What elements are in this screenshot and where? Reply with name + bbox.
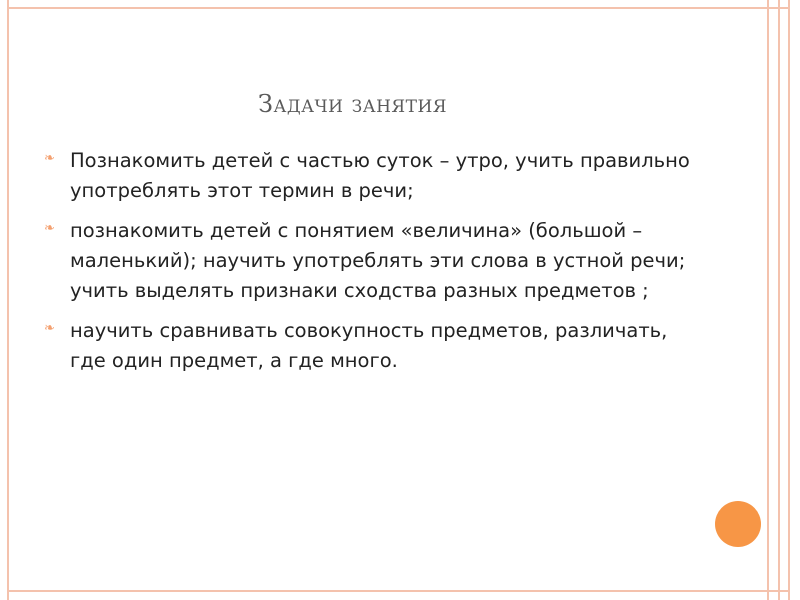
leaf-bullet-icon: ❧ bbox=[44, 321, 55, 336]
leaf-bullet-icon: ❧ bbox=[44, 151, 55, 166]
bullet-item bbox=[44, 216, 704, 306]
bullet-list bbox=[44, 146, 704, 386]
decorative-orange-circle bbox=[715, 501, 761, 547]
frame-left-line bbox=[7, 0, 9, 600]
slide-title: Задачи занятия bbox=[258, 90, 448, 118]
bullet-text: познакомить детей с понятием «величина» (большой – маленький); научить употреблять эти слова в устной речи; учить выделять признаки сходства разных предметов ; bbox=[70, 219, 686, 302]
frame-bottom-line bbox=[7, 590, 788, 592]
bullet-text: научить сравнивать совокупность предметов, различать, где один предмет, а где много. bbox=[70, 319, 668, 372]
frame-right-line bbox=[767, 0, 769, 600]
bullet-item bbox=[44, 316, 704, 376]
leaf-bullet-icon: ❧ bbox=[44, 221, 55, 236]
frame-right-line-2 bbox=[778, 0, 780, 600]
bullet-text: Познакомить детей с частью суток – утро, учить правильно употреблять этот термин в речи; bbox=[70, 149, 690, 202]
bullet-item bbox=[44, 146, 704, 206]
frame-top-line bbox=[7, 7, 788, 9]
frame-right-line-3 bbox=[788, 0, 790, 600]
